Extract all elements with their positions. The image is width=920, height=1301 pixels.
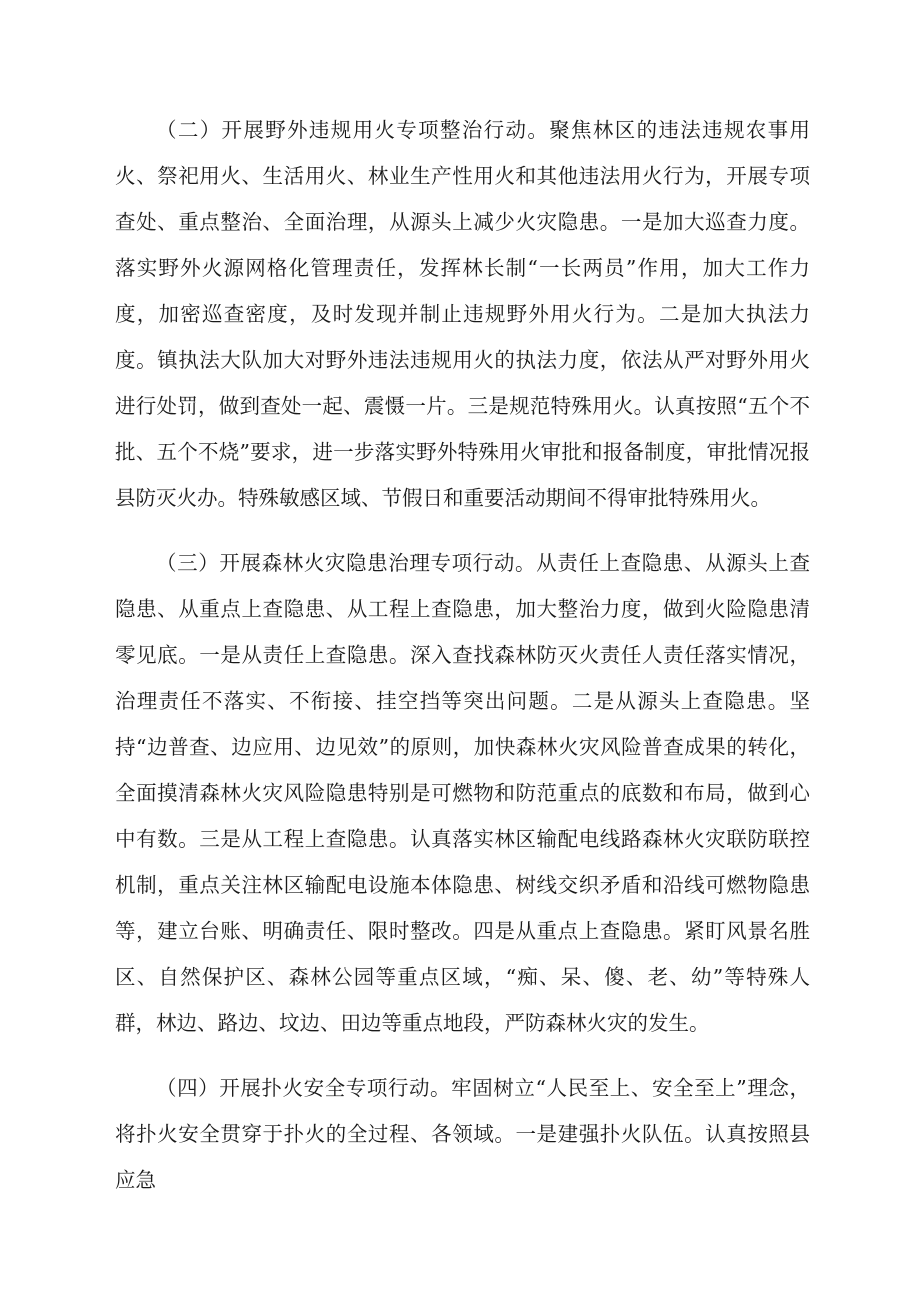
paragraph-section-4: （四）开展扑火安全专项行动。牢固树立“人民至上、安全至上”理念，将扑火安全贯穿于扑火的全过程、各领域。一是建强扑火队伍。认真按照县应急 [115, 1076, 810, 1192]
document-body [115, 107, 810, 1203]
paragraph-section-3: （三）开展森林火灾隐患治理专项行动。从责任上查隐患、从源头上查隐患、从重点上查隐患、从工程上查隐患，加大整治力度，做到火险隐患清零见底。一是从责任上查隐患。深入查找森林防灭火责任人责任落实情况，治理责任不落实、不衔接、挂空挡等突出问题。二是从源头上查隐患。坚持“边普查、边应用、边见效”的原则，加快森林火灾风险普查成果的转化，全面摸清森林火灾风险隐患特别是可燃物和防范重点的底数和布局，做到心中有数。三是从工程上查隐患。认真落实林区输配电线路森林火灾联防联控机制，重点关注林区输配电设施本体隐患、树线交织矛盾和沿线可燃物隐患等，建立台账、明确责任、限时整改。四是从重点上查隐患。紧盯风景名胜区、自然保护区、森林公园等重点区域，“痴、呆、傻、老、幼”等特殊人群，林边、路边、坟边、田边等重点地段，严防森林火灾的发生。 [115, 551, 810, 1035]
paragraph-section-2: （二）开展野外违规用火专项整治行动。聚焦林区的违法违规农事用火、祭祀用火、生活用火、林业生产性用火和其他违法用火行为，开展专项查处、重点整治、全面治理，从源头上减少火灾隐患。一是加大巡查力度。落实野外火源网格化管理责任，发挥林长制“一长两员”作用，加大工作力度，加密巡查密度，及时发现并制止违规野外用火行为。二是加大执法力度。镇执法大队加大对野外违法违规用火的执法力度，依法从严对野外用火进行处罚，做到查处一起、震慑一片。三是规范特殊用火。认真按照“五个不批、五个不烧”要求，进一步落实野外特殊用火审批和报备制度，审批情况报县防灭火办。特殊敏感区域、节假日和重要活动期间不得审批特殊用火。 [115, 118, 810, 510]
